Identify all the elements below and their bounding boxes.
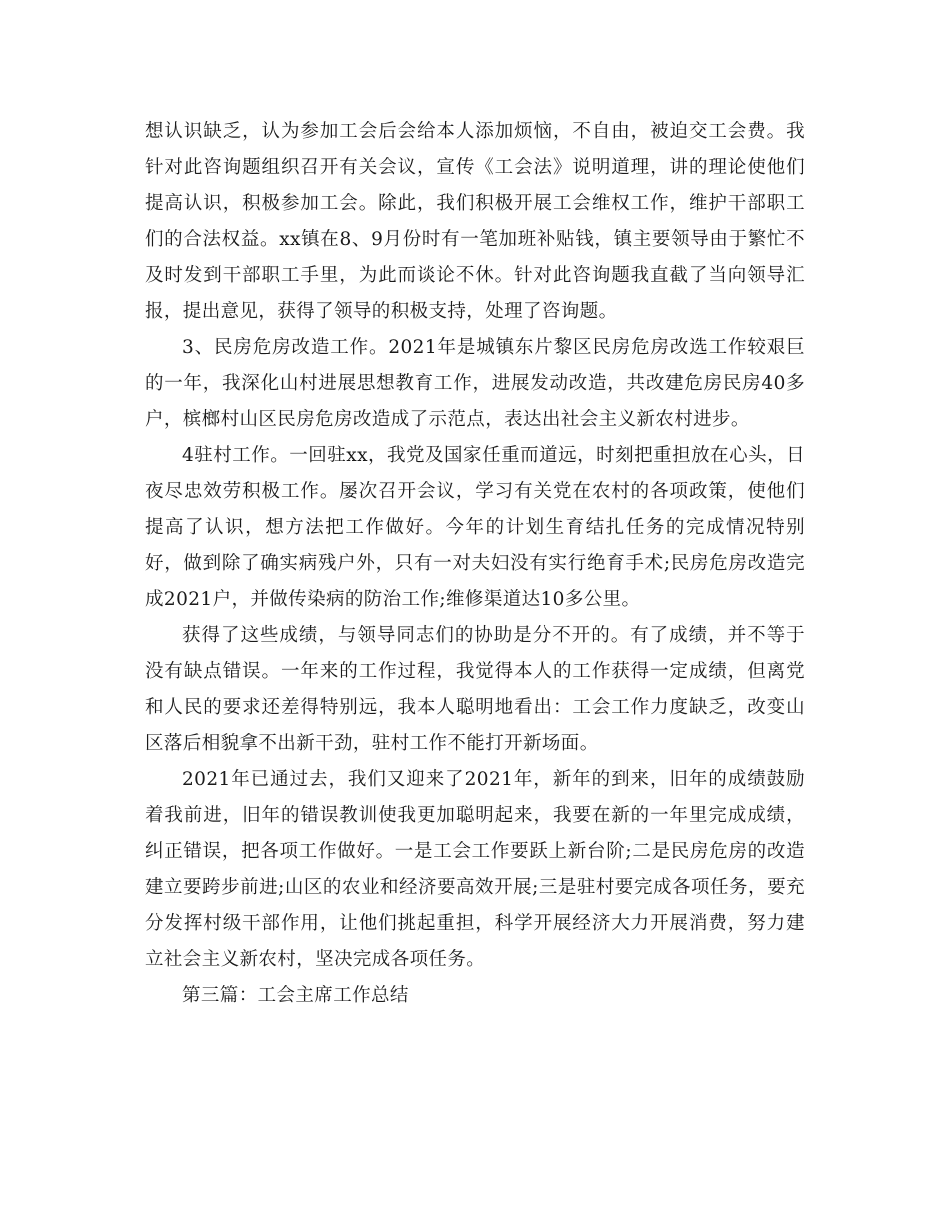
paragraph-achievements: 获得了这些成绩，与领导同志们的协助是分不开的。有了成绩，并不等于没有缺点错误。一年来的工作过程，我觉得本人的工作获得一定成绩，但离党和人民的要求还差得特别远，我本人聪明地看出：工会工作力度缺乏，改变山区落后相貌拿不出新干劲，驻村工作不能打开新场面。: [145, 625, 805, 754]
paragraph-new-year-plan: 2021年已通过去，我们又迎来了2021年，新年的到来，旧年的成绩鼓励着我前进，旧年的错误教训使我更加聪明起来，我要在新的一年里完成成绩，纠正错误，把各项工作做好。一是工会工作要跃上新台阶;二是民房危房的改造建立要跨步前进;山区的农业和经济要高效开展;三是驻村要完成各项任务，要充分发挥村级干部作用，让他们挑起重担，科学开展经济大力开展消费，努力建立社会主义新农村，坚决完成各项任务。: [145, 769, 805, 970]
paragraph-continuation: 想认识缺乏，认为参加工会后会给本人添加烦恼，不自由，被迫交工会费。我针对此咨询题组织召开有关会议，宣传《工会法》说明道理，讲的理论使他们提高认识，积极参加工会。除此，我们积极开展工会维权工作，维护干部职工们的合法权益。xx镇在8、9月份时有一笔加班补贴钱，镇主要领导由于繁忙不及时发到干部职工手里，为此而谈论不休。针对此咨询题我直截了当向领导汇报，提出意见，获得了领导的积极支持，处理了咨询题。: [145, 121, 805, 322]
document-body: [145, 114, 805, 1014]
paragraph-housing-renovation: 3、民房危房改造工作。2021年是城镇东片黎区民房危房改选工作较艰巨的一年，我深化山村进展思想教育工作，进展发动改造，共改建危房民房40多户，槟榔村山区民房危房改造成了示范点，表达出社会主义新农村进步。: [145, 337, 805, 430]
section-heading: 第三篇：工会主席工作总结: [182, 985, 409, 1006]
paragraph-village-work: 4驻村工作。一回驻xx，我党及国家任重而道远，时刻把重担放在心头，日夜尽忠效劳积极工作。屡次召开会议，学习有关党在农村的各项政策，使他们提高了认识，想方法把工作做好。今年的计划生育结扎任务的完成情况特别好，做到除了确实病残户外，只有一对夫妇没有实行绝育手术;民房危房改造完成2021户，并做传染病的防治工作;维修渠道达10多公里。: [145, 445, 805, 610]
